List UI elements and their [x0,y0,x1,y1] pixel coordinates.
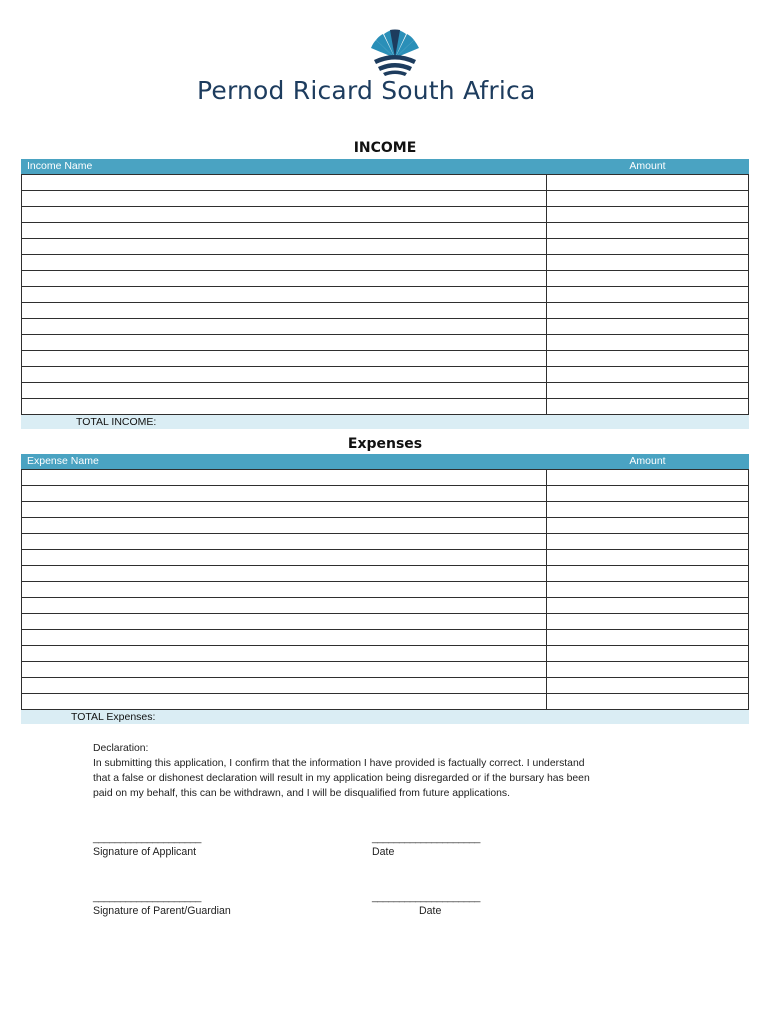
income-name-cell[interactable] [22,255,547,270]
expenses-title: Expenses [347,436,423,452]
expense-name-cell[interactable] [22,502,547,517]
expense-amount-cell[interactable] [547,502,748,517]
income-amount-cell[interactable] [547,239,748,254]
income-amount-column-header: Amount [629,160,666,172]
income-name-cell[interactable] [22,383,547,398]
expense-table-row [22,661,748,677]
expense-name-cell[interactable] [22,582,547,597]
declaration-line-3: paid on my behalf, this can be withdrawn, and I will be disqualified from future applications. [93,788,511,799]
income-table-row [22,238,748,254]
declaration [93,741,683,801]
income-name-cell[interactable] [22,271,547,286]
expense-amount-cell[interactable] [547,630,748,645]
declaration-heading: Declaration: [93,743,149,754]
income-amount-cell[interactable] [547,335,748,350]
income-table-row [22,302,748,318]
income-name-cell[interactable] [22,191,547,206]
expenses-total-row [21,710,749,724]
income-name-cell[interactable] [22,367,547,382]
income-amount-cell[interactable] [547,319,748,334]
guardian-signature-line[interactable]: ____________________ [93,891,201,903]
expense-amount-cell[interactable] [547,614,748,629]
income-table [21,159,749,429]
expense-table-row [22,693,748,709]
income-amount-cell[interactable] [547,255,748,270]
guardian-date-label: Date [419,905,442,917]
income-table-row [22,190,748,206]
income-amount-cell[interactable] [547,271,748,286]
pernod-ricard-logo-icon [364,28,426,78]
expense-rows [21,469,749,710]
expense-amount-cell[interactable] [547,566,748,581]
income-amount-cell[interactable] [547,399,748,414]
income-title: INCOME [353,140,417,156]
income-table-row [22,174,748,190]
income-name-cell[interactable] [22,351,547,366]
expense-name-cell[interactable] [22,614,547,629]
applicant-date-line[interactable]: ____________________ [372,832,480,844]
income-table-row [22,318,748,334]
expense-amount-cell[interactable] [547,470,748,485]
income-name-cell[interactable] [22,399,547,414]
expense-amount-cell[interactable] [547,534,748,549]
expense-table-row [22,581,748,597]
expense-table-row [22,501,748,517]
income-amount-cell[interactable] [547,383,748,398]
income-table-row [22,382,748,398]
income-name-cell[interactable] [22,223,547,238]
guardian-signature-label: Signature of Parent/Guardian [93,905,231,917]
expenses-table-header [21,454,749,469]
income-name-column-header: Income Name [27,160,93,172]
income-table-row [22,254,748,270]
income-name-cell[interactable] [22,335,547,350]
income-amount-cell[interactable] [547,223,748,238]
expense-name-cell[interactable] [22,470,547,485]
guardian-date-line[interactable]: ____________________ [372,891,480,903]
expense-table-row [22,549,748,565]
expenses-table [21,454,749,724]
applicant-signature-line[interactable]: ____________________ [93,832,201,844]
expense-name-cell[interactable] [22,678,547,693]
income-name-cell[interactable] [22,207,547,222]
expense-amount-cell[interactable] [547,678,748,693]
expense-name-cell[interactable] [22,550,547,565]
income-table-row [22,398,748,414]
income-name-cell[interactable] [22,175,547,190]
expense-table-row [22,645,748,661]
expenses-total-label: TOTAL Expenses: [71,711,156,723]
expense-table-row [22,629,748,645]
expense-name-cell[interactable] [22,630,547,645]
expense-name-cell[interactable] [22,662,547,677]
income-table-row [22,206,748,222]
expense-table-row [22,517,748,533]
income-amount-cell[interactable] [547,207,748,222]
income-name-cell[interactable] [22,287,547,302]
income-table-row [22,334,748,350]
expense-amount-column-header: Amount [629,455,666,467]
expense-table-row [22,469,748,485]
income-table-row [22,222,748,238]
expense-amount-cell[interactable] [547,582,748,597]
expense-table-row [22,677,748,693]
income-table-row [22,270,748,286]
income-table-row [22,350,748,366]
expense-name-cell[interactable] [22,598,547,613]
income-amount-cell[interactable] [547,367,748,382]
company-name: Pernod Ricard South Africa [197,76,536,105]
income-table-row [22,366,748,382]
expense-name-cell[interactable] [22,518,547,533]
expense-amount-cell[interactable] [547,662,748,677]
expense-table-row [22,597,748,613]
income-amount-cell[interactable] [547,191,748,206]
expense-name-cell[interactable] [22,486,547,501]
income-name-cell[interactable] [22,303,547,318]
income-amount-cell[interactable] [547,175,748,190]
page-header [0,0,770,110]
expense-amount-cell[interactable] [547,550,748,565]
income-total-label: TOTAL INCOME: [76,416,157,428]
income-amount-cell[interactable] [547,287,748,302]
expense-amount-cell[interactable] [547,518,748,533]
income-amount-cell[interactable] [547,351,748,366]
income-name-cell[interactable] [22,319,547,334]
expense-name-cell[interactable] [22,694,547,709]
expense-amount-cell[interactable] [547,694,748,709]
expense-name-cell[interactable] [22,566,547,581]
income-amount-cell[interactable] [547,303,748,318]
declaration-line-2: that a false or dishonest declaration will result in my application being disregarded or if the bursary has been [93,773,590,784]
income-table-header [21,159,749,174]
declaration-line-1: In submitting this application, I confirm that the information I have provided is factually correct. I understand [93,758,585,769]
expense-amount-cell[interactable] [547,486,748,501]
expense-table-row [22,565,748,581]
income-rows [21,174,749,415]
expense-amount-cell[interactable] [547,598,748,613]
expense-table-row [22,485,748,501]
expense-amount-cell[interactable] [547,646,748,661]
income-total-row [21,415,749,429]
expense-name-cell[interactable] [22,646,547,661]
expense-name-cell[interactable] [22,534,547,549]
applicant-date-label: Date [372,846,395,858]
income-table-row [22,286,748,302]
expense-table-row [22,613,748,629]
applicant-signature-label: Signature of Applicant [93,846,197,858]
income-name-cell[interactable] [22,239,547,254]
expense-table-row [22,533,748,549]
expense-name-column-header: Expense Name [27,455,99,467]
